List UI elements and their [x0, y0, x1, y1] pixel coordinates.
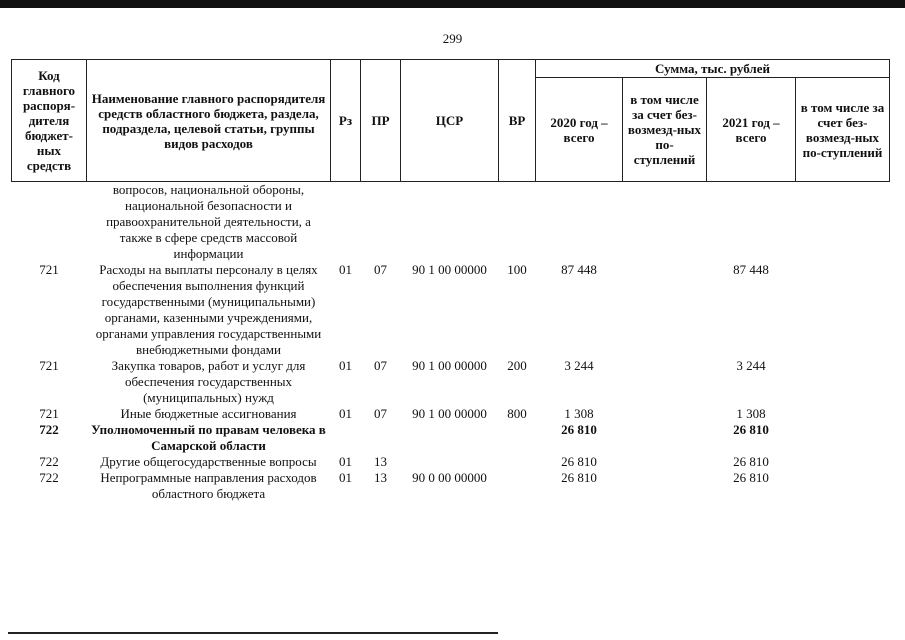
cell-code: 721	[39, 262, 59, 277]
cell-csr	[401, 454, 499, 470]
cell-csr: 90 1 00 00000	[412, 406, 487, 421]
cell-csr: 90 0 00 00000	[412, 470, 487, 485]
cell-name: Другие общегосударственные вопросы	[100, 454, 317, 469]
header-pr: ПР	[361, 60, 401, 182]
header-2020-total: 2020 год – всего	[536, 78, 623, 182]
table-row	[12, 406, 890, 422]
header-rz: Рз	[331, 60, 361, 182]
cell-rz	[331, 422, 361, 454]
header-2021-free: в том числе за счет без-возмезд-ных по-ступлений	[796, 78, 890, 182]
cell-code: 722	[39, 422, 59, 437]
table-row	[12, 454, 890, 470]
cell-code: 721	[39, 406, 59, 421]
header-sum-group: Сумма, тыс. рублей	[536, 60, 890, 78]
header-name: Наименование главного распорядителя средств областного бюджета, раздела, подраздела, целевой статьи, группы видов расходов	[87, 60, 331, 182]
top-rule	[0, 0, 905, 8]
cell-2021-total: 1 308	[736, 406, 766, 421]
cell-2021-free	[796, 182, 890, 263]
table-body	[12, 182, 890, 503]
cell-code	[12, 182, 87, 263]
cell-vr: 800	[507, 406, 527, 421]
cell-2020-free	[623, 470, 707, 502]
cell-2021-free	[796, 262, 890, 358]
cell-2021-free	[796, 470, 890, 502]
bottom-rule	[8, 632, 498, 634]
cell-code: 721	[39, 358, 59, 373]
cell-rz: 01	[339, 262, 352, 277]
cell-2020-total: 26 810	[561, 454, 597, 469]
cell-2021-total: 26 810	[733, 454, 769, 469]
header-2021-total: 2021 год – всего	[707, 78, 796, 182]
cell-2021-total: 3 244	[736, 358, 766, 373]
cell-csr: 90 1 00 00000	[412, 358, 487, 373]
cell-name: Непрограммные направления расходов областного бюджета	[100, 470, 317, 501]
cell-code: 722	[39, 454, 59, 469]
table-row	[12, 422, 890, 454]
cell-name: Иные бюджетные ассигнования	[120, 406, 297, 421]
cell-2020-total	[536, 182, 623, 263]
table-row	[12, 182, 890, 263]
table-row	[12, 358, 890, 406]
cell-2021-free	[796, 454, 890, 470]
cell-pr: 13	[374, 454, 387, 469]
cell-2020-total: 26 810	[561, 470, 597, 485]
cell-2020-total: 26 810	[561, 422, 597, 437]
cell-2020-total: 3 244	[564, 358, 594, 373]
header-csr: ЦСР	[401, 60, 499, 182]
cell-2020-free	[623, 182, 707, 263]
table-row	[12, 262, 890, 358]
header-vr: ВР	[499, 60, 536, 182]
cell-vr	[499, 454, 536, 470]
cell-2021-total	[707, 182, 796, 263]
cell-2020-free	[623, 406, 707, 422]
page-number: 299	[442, 31, 463, 46]
table-row	[12, 470, 890, 502]
cell-csr	[401, 182, 499, 263]
cell-2021-total: 26 810	[733, 422, 769, 437]
cell-pr	[361, 422, 401, 454]
cell-2021-free	[796, 422, 890, 454]
cell-2020-free	[623, 422, 707, 454]
cell-csr	[401, 422, 499, 454]
cell-code: 722	[39, 470, 59, 485]
cell-name: вопросов, национальной обороны, национальной безопасности и правоохранительной деятельности, а также в сфере средств массовой информации	[106, 182, 311, 261]
cell-vr: 100	[507, 262, 527, 277]
cell-vr	[499, 422, 536, 454]
cell-pr: 07	[374, 406, 387, 421]
cell-vr	[499, 470, 536, 502]
cell-2020-free	[623, 454, 707, 470]
cell-2020-free	[623, 358, 707, 406]
cell-2020-free	[623, 262, 707, 358]
cell-rz	[331, 182, 361, 263]
cell-vr	[499, 182, 536, 263]
cell-2021-free	[796, 358, 890, 406]
cell-2020-total: 87 448	[561, 262, 597, 277]
cell-vr: 200	[507, 358, 527, 373]
cell-pr: 07	[374, 262, 387, 277]
cell-pr: 13	[374, 470, 387, 485]
header-code: Код главного распоря-дителя бюджет-ных средств	[12, 60, 87, 182]
cell-2021-total: 26 810	[733, 470, 769, 485]
cell-2021-total: 87 448	[733, 262, 769, 277]
cell-2020-total: 1 308	[564, 406, 594, 421]
cell-rz: 01	[339, 358, 352, 373]
cell-rz: 01	[339, 470, 352, 485]
cell-rz: 01	[339, 406, 352, 421]
cell-csr: 90 1 00 00000	[412, 262, 487, 277]
cell-name: Расходы на выплаты персоналу в целях обеспечения выполнения функций государственными (муниципальными) органами, казенными учреждениями, органами управления государственными внебюджетными фондами	[95, 262, 322, 357]
table-header	[12, 60, 890, 182]
cell-rz: 01	[339, 454, 352, 469]
cell-2021-free	[796, 406, 890, 422]
budget-table	[11, 59, 890, 502]
cell-pr	[361, 182, 401, 263]
header-2020-free: в том числе за счет без-возмезд-ных по-ступлений	[623, 78, 707, 182]
cell-pr: 07	[374, 358, 387, 373]
cell-name: Закупка товаров, работ и услуг для обеспечения государственных (муниципальных) нужд	[111, 358, 306, 405]
cell-name: Уполномоченный по правам человека в Самарской области	[91, 422, 326, 453]
